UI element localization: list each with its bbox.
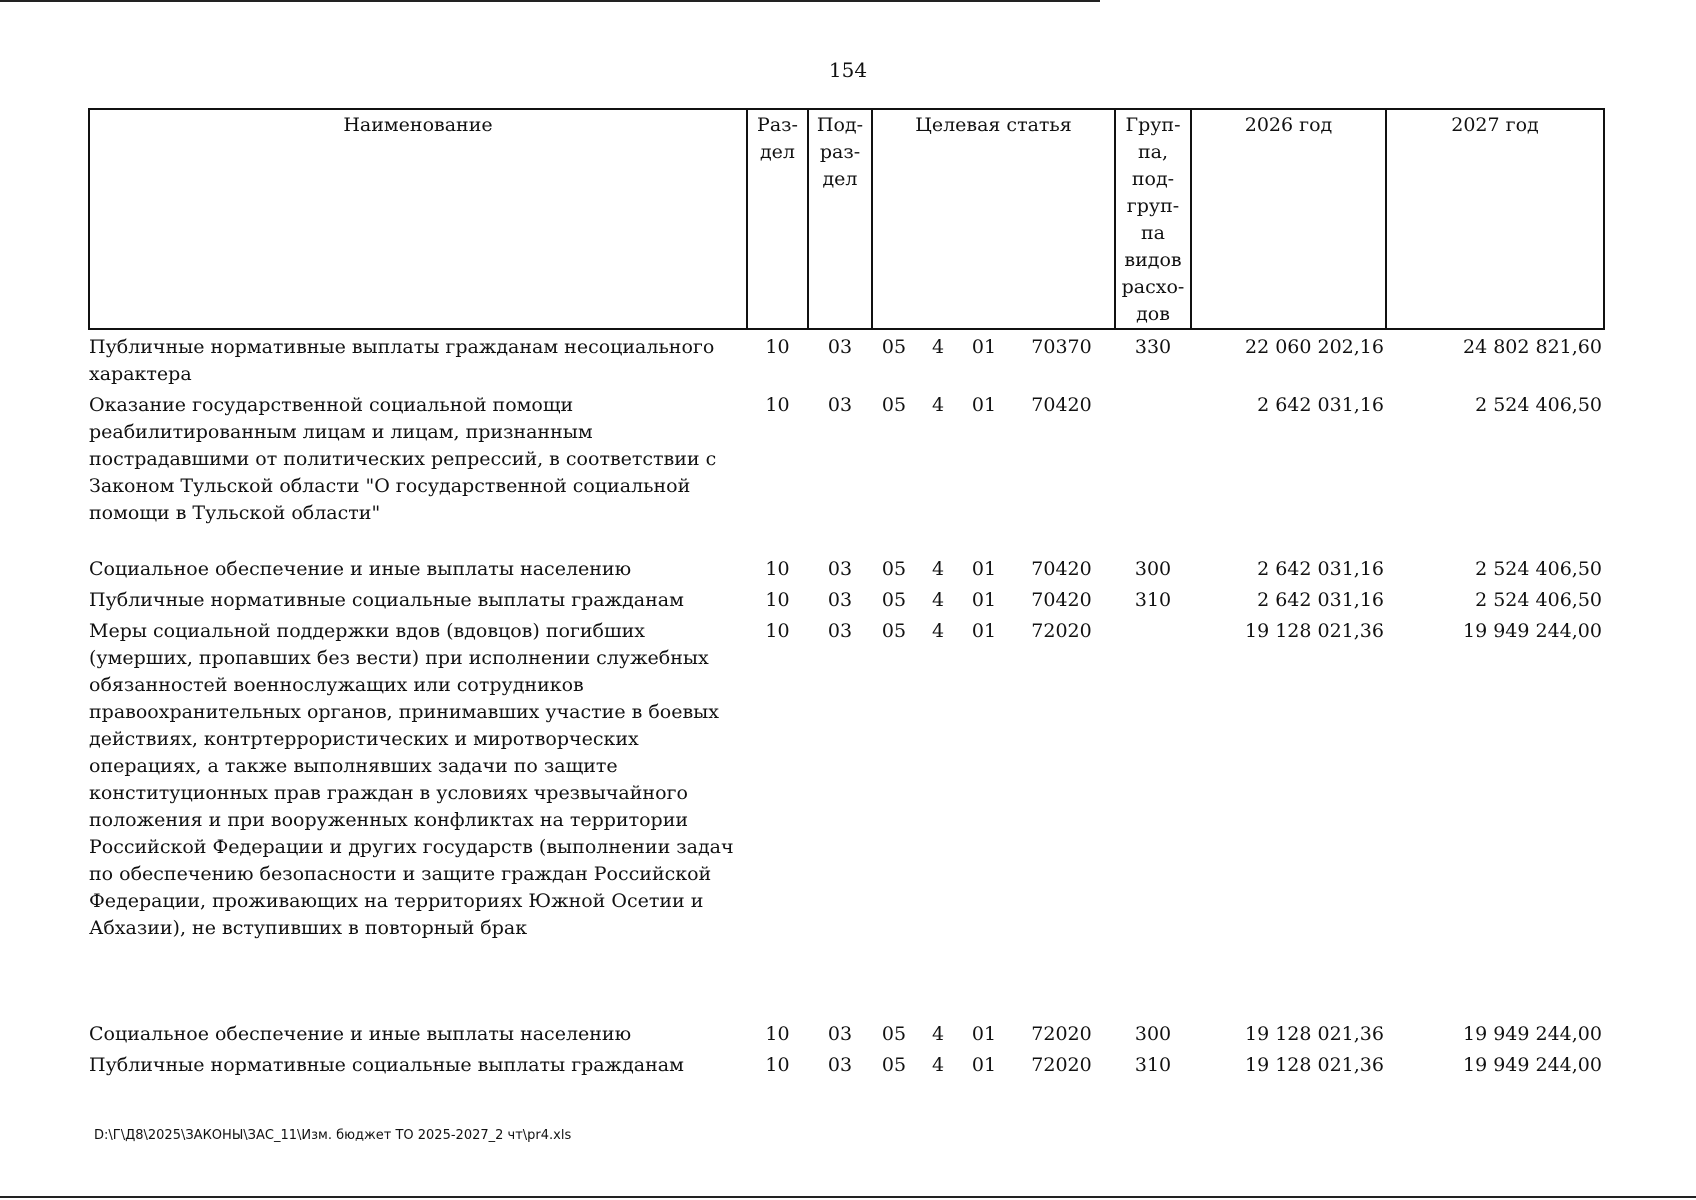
table-row bbox=[89, 614, 1604, 1017]
row-cs-type: 4 bbox=[931, 1054, 945, 1076]
row-cs-program: 05 bbox=[881, 336, 907, 358]
header-gruppa-line: груп- bbox=[1126, 195, 1180, 217]
table-row bbox=[89, 1017, 1604, 1048]
header-gruppa-line: Груп- bbox=[1125, 114, 1181, 136]
row-cs-program: 05 bbox=[881, 1054, 907, 1076]
file-path: D:\Г\Д8\2025\ЗАКОНЫ\ЗАС_11\Изм. бюджет ТО 2025-2027_2 чт\pr4.xls bbox=[94, 1128, 572, 1143]
row-razdel: 10 bbox=[765, 620, 790, 642]
row-name: Меры социальной поддержки вдов (вдовцов) погибших (умерших, пропавших без вести) при исполнении служебных обязанностей военнослужащих или сотрудников правоохранительных органов, принимавших участие в боевых действиях, контртеррористических и миротворческих операциях, а также выполнявших задачи по защите конституционных прав граждан в условиях чрезвычайного положения и при вооруженных конфликтах на территории Российской Федерации и других государств (выполнении задач по обеспечению безопасности и защите граждан Российской Федерации, проживающих на территориях Южной Осетии и Абхазии), не вступивших в повторный брак bbox=[89, 620, 734, 939]
table-row bbox=[89, 388, 1604, 552]
row-cs-program: 05 bbox=[881, 558, 907, 580]
row-cs-direction: 70370 bbox=[1031, 336, 1092, 358]
page-number: 154 bbox=[828, 58, 868, 82]
row-amount-2027: 19 949 244,00 bbox=[1462, 1054, 1602, 1076]
row-name: Социальное обеспечение и иные выплаты населению bbox=[89, 558, 632, 580]
budget-table bbox=[88, 108, 1605, 1079]
header-gruppa-line: па, под- bbox=[1131, 141, 1175, 190]
row-cs-program: 05 bbox=[881, 589, 907, 611]
row-cs-direction: 70420 bbox=[1031, 589, 1092, 611]
row-cs-type: 4 bbox=[931, 394, 945, 416]
row-razdel: 10 bbox=[765, 394, 790, 416]
header-name: Наименование bbox=[89, 109, 747, 329]
row-cs-type: 4 bbox=[931, 620, 945, 642]
row-amount-2027: 24 802 821,60 bbox=[1462, 336, 1602, 358]
row-amount-2026: 2 642 031,16 bbox=[1257, 558, 1384, 580]
row-cs-subprogram: 01 bbox=[971, 336, 997, 358]
bottom-rule bbox=[0, 1196, 1696, 1198]
row-gruppa: 300 bbox=[1134, 558, 1172, 580]
row-cs-subprogram: 01 bbox=[971, 1023, 997, 1045]
row-cs-type: 4 bbox=[931, 1023, 945, 1045]
header-year-2026: 2026 год bbox=[1191, 109, 1386, 329]
row-cs-subprogram: 01 bbox=[971, 394, 997, 416]
header-podrazdel-line: дел bbox=[822, 168, 858, 190]
table-row bbox=[89, 329, 1604, 388]
row-razdel: 10 bbox=[765, 336, 790, 358]
row-amount-2027: 19 949 244,00 bbox=[1462, 620, 1602, 642]
header-year-2027: 2027 год bbox=[1386, 109, 1604, 329]
row-amount-2027: 2 524 406,50 bbox=[1475, 558, 1602, 580]
row-podrazdel: 03 bbox=[827, 1023, 853, 1045]
header-gruppa-line: расхо- bbox=[1121, 276, 1185, 298]
row-gruppa bbox=[1115, 614, 1191, 1017]
row-name: Публичные нормативные социальные выплаты гражданам bbox=[89, 589, 684, 611]
row-amount-2026: 19 128 021,36 bbox=[1244, 620, 1384, 642]
row-podrazdel: 03 bbox=[827, 620, 853, 642]
top-rule bbox=[0, 0, 1100, 2]
row-podrazdel: 03 bbox=[827, 336, 853, 358]
row-razdel: 10 bbox=[765, 1054, 790, 1076]
row-gruppa: 330 bbox=[1134, 336, 1172, 358]
row-cs-direction: 72020 bbox=[1031, 620, 1092, 642]
row-cs-type: 4 bbox=[931, 558, 945, 580]
row-podrazdel: 03 bbox=[827, 394, 853, 416]
row-podrazdel: 03 bbox=[827, 589, 853, 611]
row-amount-2027: 2 524 406,50 bbox=[1475, 589, 1602, 611]
row-razdel: 10 bbox=[765, 558, 790, 580]
row-razdel: 10 bbox=[765, 1023, 790, 1045]
header-gruppa-line: дов bbox=[1136, 303, 1170, 325]
row-cs-type: 4 bbox=[931, 589, 945, 611]
row-cs-program: 05 bbox=[881, 1023, 907, 1045]
row-amount-2026: 2 642 031,16 bbox=[1257, 394, 1384, 416]
row-name: Оказание государственной социальной помощи реабилитированным лицам и лицам, признанным пострадавшими от политических репрессий, в соответствии с Законом Тульской области "О государственной социальной помощи в Тульской области" bbox=[89, 394, 717, 524]
row-razdel: 10 bbox=[765, 589, 790, 611]
table-row bbox=[89, 552, 1604, 583]
row-amount-2026: 19 128 021,36 bbox=[1244, 1054, 1384, 1076]
row-amount-2026: 19 128 021,36 bbox=[1244, 1023, 1384, 1045]
header-razdel-line: Раз- bbox=[757, 114, 798, 136]
row-cs-subprogram: 01 bbox=[971, 558, 997, 580]
header-podrazdel bbox=[808, 109, 872, 329]
row-gruppa: 310 bbox=[1134, 589, 1172, 611]
header-gruppa-line: видов bbox=[1124, 249, 1182, 271]
header-celevaya-statya: Целевая статья bbox=[872, 109, 1115, 329]
row-name: Социальное обеспечение и иные выплаты населению bbox=[89, 1023, 632, 1045]
header-podrazdel-line: Под- bbox=[816, 114, 864, 136]
header-razdel-line: дел bbox=[759, 141, 795, 163]
table-row bbox=[89, 1048, 1604, 1079]
row-cs-program: 05 bbox=[881, 620, 907, 642]
row-cs-direction: 70420 bbox=[1031, 558, 1092, 580]
row-cs-type: 4 bbox=[931, 336, 945, 358]
row-cs-subprogram: 01 bbox=[971, 620, 997, 642]
row-name: Публичные нормативные социальные выплаты гражданам bbox=[89, 1054, 684, 1076]
row-amount-2027: 19 949 244,00 bbox=[1462, 1023, 1602, 1045]
row-name: Публичные нормативные выплаты гражданам несоциального характера bbox=[89, 336, 715, 385]
row-cs-program: 05 bbox=[881, 394, 907, 416]
row-amount-2026: 22 060 202,16 bbox=[1244, 336, 1384, 358]
row-amount-2026: 2 642 031,16 bbox=[1257, 589, 1384, 611]
row-gruppa: 310 bbox=[1134, 1054, 1172, 1076]
row-gruppa: 300 bbox=[1134, 1023, 1172, 1045]
header-razdel bbox=[747, 109, 808, 329]
row-podrazdel: 03 bbox=[827, 558, 853, 580]
row-gruppa bbox=[1115, 388, 1191, 552]
row-cs-direction: 70420 bbox=[1031, 394, 1092, 416]
row-cs-subprogram: 01 bbox=[971, 1054, 997, 1076]
row-cs-subprogram: 01 bbox=[971, 589, 997, 611]
header-podrazdel-line: раз- bbox=[819, 141, 861, 163]
row-cs-direction: 72020 bbox=[1031, 1023, 1092, 1045]
table-row bbox=[89, 583, 1604, 614]
row-amount-2027: 2 524 406,50 bbox=[1475, 394, 1602, 416]
row-cs-direction: 72020 bbox=[1031, 1054, 1092, 1076]
header-gruppa-line: па bbox=[1141, 222, 1165, 244]
row-podrazdel: 03 bbox=[827, 1054, 853, 1076]
table-header-row bbox=[89, 109, 1604, 329]
header-gruppa bbox=[1115, 109, 1191, 329]
